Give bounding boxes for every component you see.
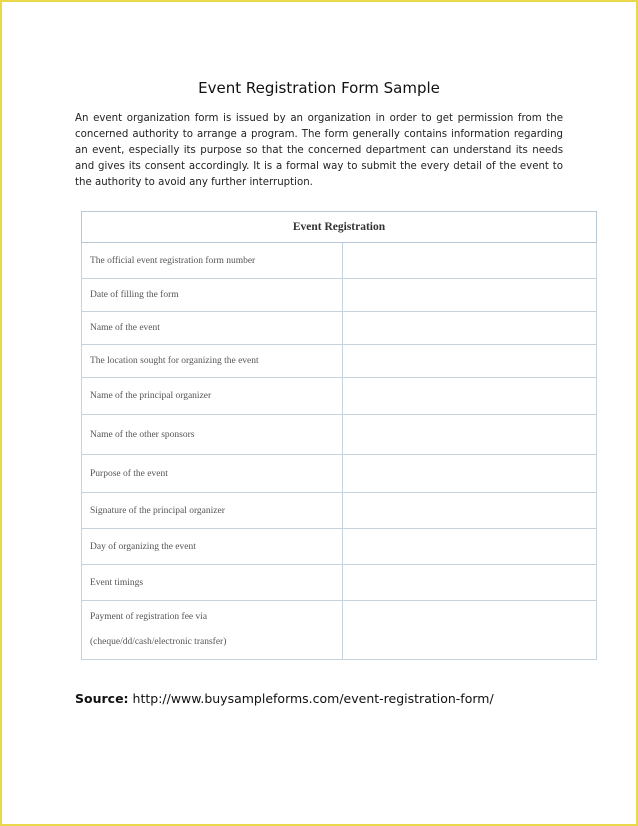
field-signature[interactable]	[342, 493, 596, 529]
table-header: Event Registration	[82, 212, 597, 243]
payment-label-line2: (cheque/dd/cash/electronic transfer)	[90, 637, 227, 647]
table-row	[82, 455, 597, 493]
field-form-number[interactable]	[342, 243, 596, 279]
row-label-day-of-event: Day of organizing the event	[82, 529, 343, 565]
field-location[interactable]	[342, 345, 596, 378]
row-label-principal-organizer: Name of the principal organizer	[82, 378, 343, 415]
row-label-location: The location sought for organizing the event	[82, 345, 343, 378]
table-row	[82, 279, 597, 312]
page-title: Event Registration Form Sample	[198, 79, 440, 97]
source-line	[75, 691, 494, 706]
row-label-purpose: Purpose of the event	[82, 455, 343, 493]
row-label-event-name: Name of the event	[82, 312, 343, 345]
row-label-payment	[82, 601, 343, 660]
field-other-sponsors[interactable]	[342, 415, 596, 455]
row-label-date-of-filling: Date of filling the form	[82, 279, 343, 312]
field-purpose[interactable]	[342, 455, 596, 493]
row-label-other-sponsors: Name of the other sponsors	[82, 415, 343, 455]
row-label-signature: Signature of the principal organizer	[82, 493, 343, 529]
table-row	[82, 601, 597, 660]
table-row	[82, 243, 597, 279]
table-row	[82, 345, 597, 378]
field-event-timings[interactable]	[342, 565, 596, 601]
field-payment[interactable]	[342, 601, 596, 660]
table-row	[82, 529, 597, 565]
intro-paragraph: An event organization form is issued by an organization in order to get permission from the concerned authority to arrange a program. The form generally contains information regarding an event, especially its purpose so that the concerned department can understand its needs and gives its consent accordingly. It is a formal way to submit the every detail of the event to the authority to avoid any further interruption.	[75, 113, 563, 188]
table-row	[82, 565, 597, 601]
table-row	[82, 415, 597, 455]
source-url[interactable]: http://www.buysampleforms.com/event-registration-form/	[132, 691, 494, 706]
row-label-event-timings: Event timings	[82, 565, 343, 601]
table-row	[82, 378, 597, 415]
source-label: Source:	[75, 691, 129, 706]
field-date-of-filling[interactable]	[342, 279, 596, 312]
field-event-name[interactable]	[342, 312, 596, 345]
field-day-of-event[interactable]	[342, 529, 596, 565]
table-row	[82, 493, 597, 529]
row-label-form-number: The official event registration form number	[82, 243, 343, 279]
table-header-row	[82, 212, 597, 243]
event-registration-table	[81, 211, 597, 660]
table-row	[82, 312, 597, 345]
field-principal-organizer[interactable]	[342, 378, 596, 415]
payment-label-line1: Payment of registration fee via	[90, 612, 208, 622]
